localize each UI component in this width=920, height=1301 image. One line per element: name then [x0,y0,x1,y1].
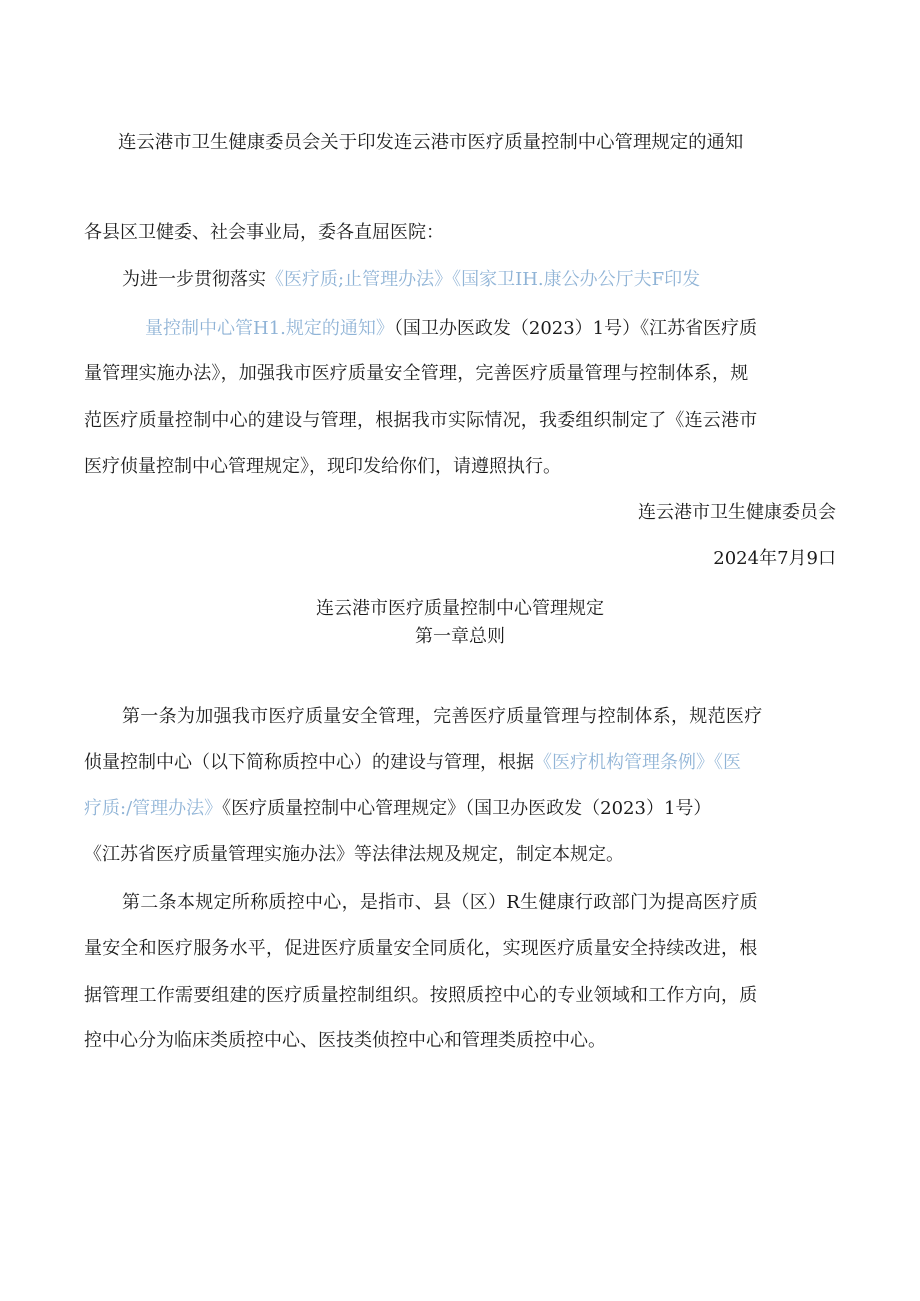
article-1-line-2 [84,751,741,775]
article-1-line-1: 第一条为加强我市医疗质量安全管理，完善医疗质量管理与控制体系，规范医疗 [122,706,763,727]
notice-body-text: （国卫办医政发（2023）1号）《江苏省医疗质 [393,318,758,339]
notice-salutation: 各县区卫健委、社会事业局，委各直屈医院： [84,222,444,243]
notice-body-text: 为进一步贯彻落实 [122,269,266,290]
article-1-text: 侦量控制中心（以下简称质控中心）的建设与管理，根据 [84,752,534,773]
law-link[interactable]: 《医 [714,752,741,773]
notice-body-line-2 [145,317,757,341]
article-2-line-4: 控中心分为临床类质控中心、医技类侦控中心和管理类质控中心。 [84,1030,606,1051]
article-2-line-1: 第二条本规定所称质控中心，是指市、县（区）R生健康行政部门为提高医疗质 [122,892,759,913]
regulation-title: 连云港市医疗质量控制中心管理规定 [316,598,604,619]
law-link[interactable]: 《医疗质;止管理办法》 [266,269,453,290]
law-link[interactable]: 《医疗机构管理条例》 [534,752,714,773]
notice-signature: 连云港市卫生健康委员会 [638,502,836,523]
notice-body-line-4: 范医疗质量控制中心的建设与管理，根据我市实际情况，我委组织制定了《连云港市 [84,410,758,431]
law-link[interactable]: 《国家卫IH.康公办公厅夫F印发 [452,269,701,290]
notice-title: 连云港市卫生健康委员会关于印发连云港市医疗质量控制中心管理规定的通知 [118,132,744,153]
law-link[interactable]: 疗质:/管理办法》 [84,798,223,819]
article-2-line-3: 据管理工作需要组建的医疗质量控制组织。按照质控中心的专业领域和工作方向，质 [84,985,758,1006]
article-2-line-2: 量安全和医疗服务水平，促进医疗质量安全同质化，实现医疗质量安全持续改进，根 [84,938,758,959]
notice-body-line-1 [122,268,700,292]
article-1-text: 《医疗质量控制中心管理规定》（国卫办医政发（2023）1号） [222,798,712,819]
notice-body-line-5: 医疗侦量控制中心管理规定》，现印发给你们，请遵照执行。 [84,456,561,477]
chapter-heading: 第一章总则 [415,626,505,647]
article-1-line-3 [84,797,711,821]
law-link[interactable]: 量控制中心管H1.规定的通知》 [145,318,394,339]
notice-body-line-3: 量管理实施办法》，加强我市医疗质量安全管理，完善医疗质量管理与控制体系，规 [84,363,749,384]
notice-date: 2024年7月9口 [713,548,836,569]
article-1-line-4: 《江苏省医疗质量管理实施办法》等法律法规及规定，制定本规定。 [84,844,624,865]
